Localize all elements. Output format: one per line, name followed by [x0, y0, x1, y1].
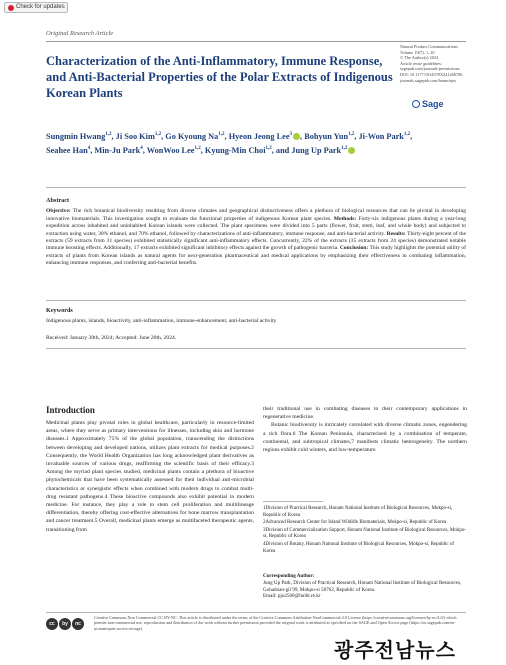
author-name: Go Kyoung Na$^{1,2}$ — [165, 131, 225, 141]
abstract — [46, 197, 466, 268]
paragraph: their traditional use in combating diseases to their contemporary applications in regenerative medicine. — [263, 406, 467, 421]
paragraph: Medicinal plants play pivotal roles in global healthcare, particularly in resource-limited areas, where they serve as primary interventions for illnesses, including skin and hormone diseases.1 Approximately 75% of the global population, transcending the distinctions between developing and developed nations, utilizes plant extracts for medical purposes.2 Consequently, the World Health Organization has long acknowledged plant derivatives as invaluable sources of various drugs, reaffirming the scientific basis of their efficacy.3 Among the myriad plant species studied, medicinal plants contain a plethora of bioactive phytochemicals that have been systematically assessed for their individual anti-microbial characteristics or synergistic effects when combined with modern drugs to combat multi-drug resistant pathogens.4 These bioactive compounds also exhibit potential in modern medicine. For instance, they play a role in stem cell proliferation and multilineage differentiation, thereby offering cost-effective alternatives for bone marrow transplantation and cancer treatment.5 Overall, medicinal plants emerge as multifaceted therapeutic agents, transitioning from — [46, 420, 254, 533]
check-for-updates-button[interactable] — [4, 2, 68, 13]
check-for-updates-label: Check for updates — [16, 4, 65, 10]
corresponding-author — [263, 573, 467, 600]
abstract-objective-text: The rich botanical biodiversity resulting from diverse climates and geographical distinctiveness offers a plethora of biological resources that can be pivotal in developing innovative biomaterials. This investigation sought to evaluate the functional properties of indigenous Korean plant species. — [46, 208, 466, 222]
journal-home-link[interactable]: journals.sagepub.com/home/npx — [400, 77, 456, 83]
author-affiliation-sup: 1,2 — [341, 145, 348, 151]
cc-license-badge — [46, 617, 90, 631]
keywords-heading: Keywords — [46, 307, 73, 314]
author-affiliation-sup: 1,2 — [218, 132, 225, 137]
dates-rule — [46, 348, 466, 349]
footnote-rule — [263, 501, 323, 502]
paragraph: Botanic biodiversity is intricately correlated with diverse climatic zones, engendering a rich flora.6 The Korean Peninsula, characterized by a combination of temperate, continental, and subtropical climates,7 manifests climatic heterogeneity. The northern regions exhibit cold winters, and low-temperature — [263, 422, 467, 454]
author-name: Min-Ju Park$^4$ — [94, 145, 143, 155]
abstract-conclusion-label: Conclusion: — [339, 245, 369, 252]
update-icon — [8, 5, 14, 11]
author-affiliation-sup: 3 — [289, 132, 293, 137]
author-affiliation-sup: 1,2 — [348, 132, 355, 137]
corresponding-email[interactable]: Email: pju2560@hnibr.re.kr — [263, 593, 321, 600]
sage-logo-icon — [412, 100, 420, 108]
copyright: © The Author(s) 2024 — [400, 55, 439, 61]
journal-name: Natural Product Communications — [400, 44, 458, 49]
author-affiliation-sup: 1,2 — [105, 132, 112, 137]
author-name: Ji Soo Kim$^{1,2}$ — [115, 131, 162, 141]
by-icon: by — [59, 618, 71, 630]
abstract-bottom-rule — [46, 300, 466, 301]
author-name: WonWoo Lee$^{1,2}$ — [146, 145, 201, 155]
publisher-logo — [412, 99, 444, 109]
affiliations — [263, 506, 467, 556]
article-type: Original Research Article — [46, 30, 114, 37]
cc-icon: cc — [46, 618, 58, 630]
author-affiliation-sup: 4 — [140, 145, 143, 151]
author-affiliation-sup: 1,2 — [265, 145, 272, 151]
author-name: Kyung-Min Choi$^{1,2}$ — [204, 145, 272, 155]
author-affiliation-sup: 1,2 — [194, 145, 201, 151]
introduction-column-2 — [263, 405, 467, 454]
orcid-icon[interactable] — [293, 133, 300, 140]
introduction-heading: Introduction — [46, 405, 95, 415]
publisher-name: Sage — [422, 99, 444, 109]
abstract-methods-label: Methods: — [333, 215, 357, 222]
keywords: Indigenous plants, islands, bioactivity, anti-inflammation, immune-enhancement, anti-bacterial activity — [46, 318, 277, 324]
permissions-link[interactable]: sagepub.com/journals-permissions — [400, 66, 460, 72]
author-name: Seahee Han$^4$ — [46, 145, 91, 155]
watermark: 광주전남뉴스 — [334, 638, 456, 662]
abstract-methods-text: Forty-six indigenous plants during a year-long expedition across inhabited and uninhabited Korean islands were collected. The plant specimens were divided into 5 parts (flower, fruit, stem, leaf, and whole body) and subjected to extraction using water, 30% ethanol, and 70% ethanol, followed by characterizations of anti-inflammatory, immune response, and anti-bacterial activity. — [46, 215, 467, 237]
abstract-conclusion-text: This study highlights the potential utility of extracts of plants from Korean islands as natural agents for next-generation pharmaceutical and medical applications by emphasizing their effectiveness in combating inflammation, enhancing immune responses, and conferring anti-bacterial benefits. — [46, 245, 467, 267]
author-name: Jung Up Park$^{1,2}$ — [291, 146, 355, 155]
license-text: Creative Commons Non Commercial CC BY-NC: This article is distributed under the terms of the Creative Commons Attribution-NonCommercial 4.0 License (https://creativecommons.org/licenses/by-nc/4.0/) which permits non-commercial use, reproduction and distribution of the work without further permission provided the original work is attributed as specified on the SAGE and Open Access page (https://us.sagepub.com/en-us/nam/open-access-at-sage). — [94, 615, 457, 631]
license-rule — [46, 612, 466, 613]
author-name: Hyeon Jeong Lee$^3$ — [229, 132, 300, 141]
affiliation: 3Division of Commercialization Support, Honam National Institute of Biological Resources, Mokpo-si, Republic of Korea — [263, 527, 467, 540]
nc-icon: nc — [72, 618, 84, 630]
abstract-results-label: Results: — [386, 230, 406, 237]
affiliation: 1Division of Practical Research, Honam National Institute of Biological Resources, Mokpo-si, Republic of Korea — [263, 506, 453, 518]
introduction-column-1 — [46, 419, 254, 534]
author-affiliation-sup: 1,2 — [403, 132, 411, 137]
abstract-heading: Abstract — [46, 197, 70, 204]
abstract-objective-label: Objective: — [46, 208, 71, 215]
author-name: Ji-Won Park$^{1,2}$ — [358, 131, 411, 141]
author-affiliation-sup: 1,2 — [154, 132, 162, 137]
affiliation: 4Division of Botany, Honam National Institute of Biological Resources, Mokpo-si, Republic of Korea — [263, 541, 455, 554]
author-list: Sungmin Hwang$^{1,2}$, Ji Soo Kim$^{1,2}$, Go Kyoung Na$^{1,2}$, Hyeon Jeong Lee$^3$ , Bohyun Yun$^{1,2}$, Ji-Won Park$^{1,2}$, Seahee Han$^4$, Min-Ju Park$^4$, WonWoo Lee$^{1,2}$, Kyung-Min Choi$^{1,2}$, and Jung Up Park$^{1,2}$ — [46, 131, 413, 155]
author-name: Bohyun Yun$^{1,2}$ — [304, 131, 355, 141]
doi[interactable]: DOI: 10.1177/1934578X241266706 — [400, 71, 463, 77]
corresponding-heading: Corresponding Author: — [263, 573, 315, 579]
header-rule — [46, 41, 466, 42]
orcid-icon[interactable] — [348, 147, 355, 154]
reuse-guidelines: Article reuse guidelines: — [400, 60, 442, 66]
author-name: Sungmin Hwang$^{1,2}$ — [46, 131, 112, 141]
abstract-results-text: Thirty-eight percent of the extracts (59 extracts from 31 species) exhibited statistically significant anti-inflammatory effects. Concurrently, 22% of the extracts (35 extracts from 24 species) demonstrated notable immune boosting effects. Additionally, 17 extracts exhibited significant inhibitory effects against the growth of pathogenic bacteria. — [46, 230, 466, 252]
affiliation: 2Advanced Research Center for Island Wildlife Biomaterials, Mokpo-si, Republic of Korea — [263, 520, 447, 526]
author-affiliation-sup: 4 — [87, 145, 91, 151]
journal-meta — [400, 44, 470, 83]
abstract-top-rule — [46, 187, 466, 188]
journal-volume: Volume 19(7): 1–10 — [400, 49, 435, 55]
corresponding-address: Jung Up Park, Division of Practical Research, Honam National Institute of Biological Resources, Gohadoan-gil 99, Mokpo-si 58762, Republic of Korea. — [263, 579, 462, 593]
received-accepted-dates: Received: January 30th, 2024; Accepted: June 20th, 2024. — [46, 335, 177, 341]
article-title: Characterization of the Anti-Inflammatory, Immune Response, and Anti-Bacterial Properties of the Polar Extracts of Indigenous Korean Plants — [46, 54, 393, 100]
